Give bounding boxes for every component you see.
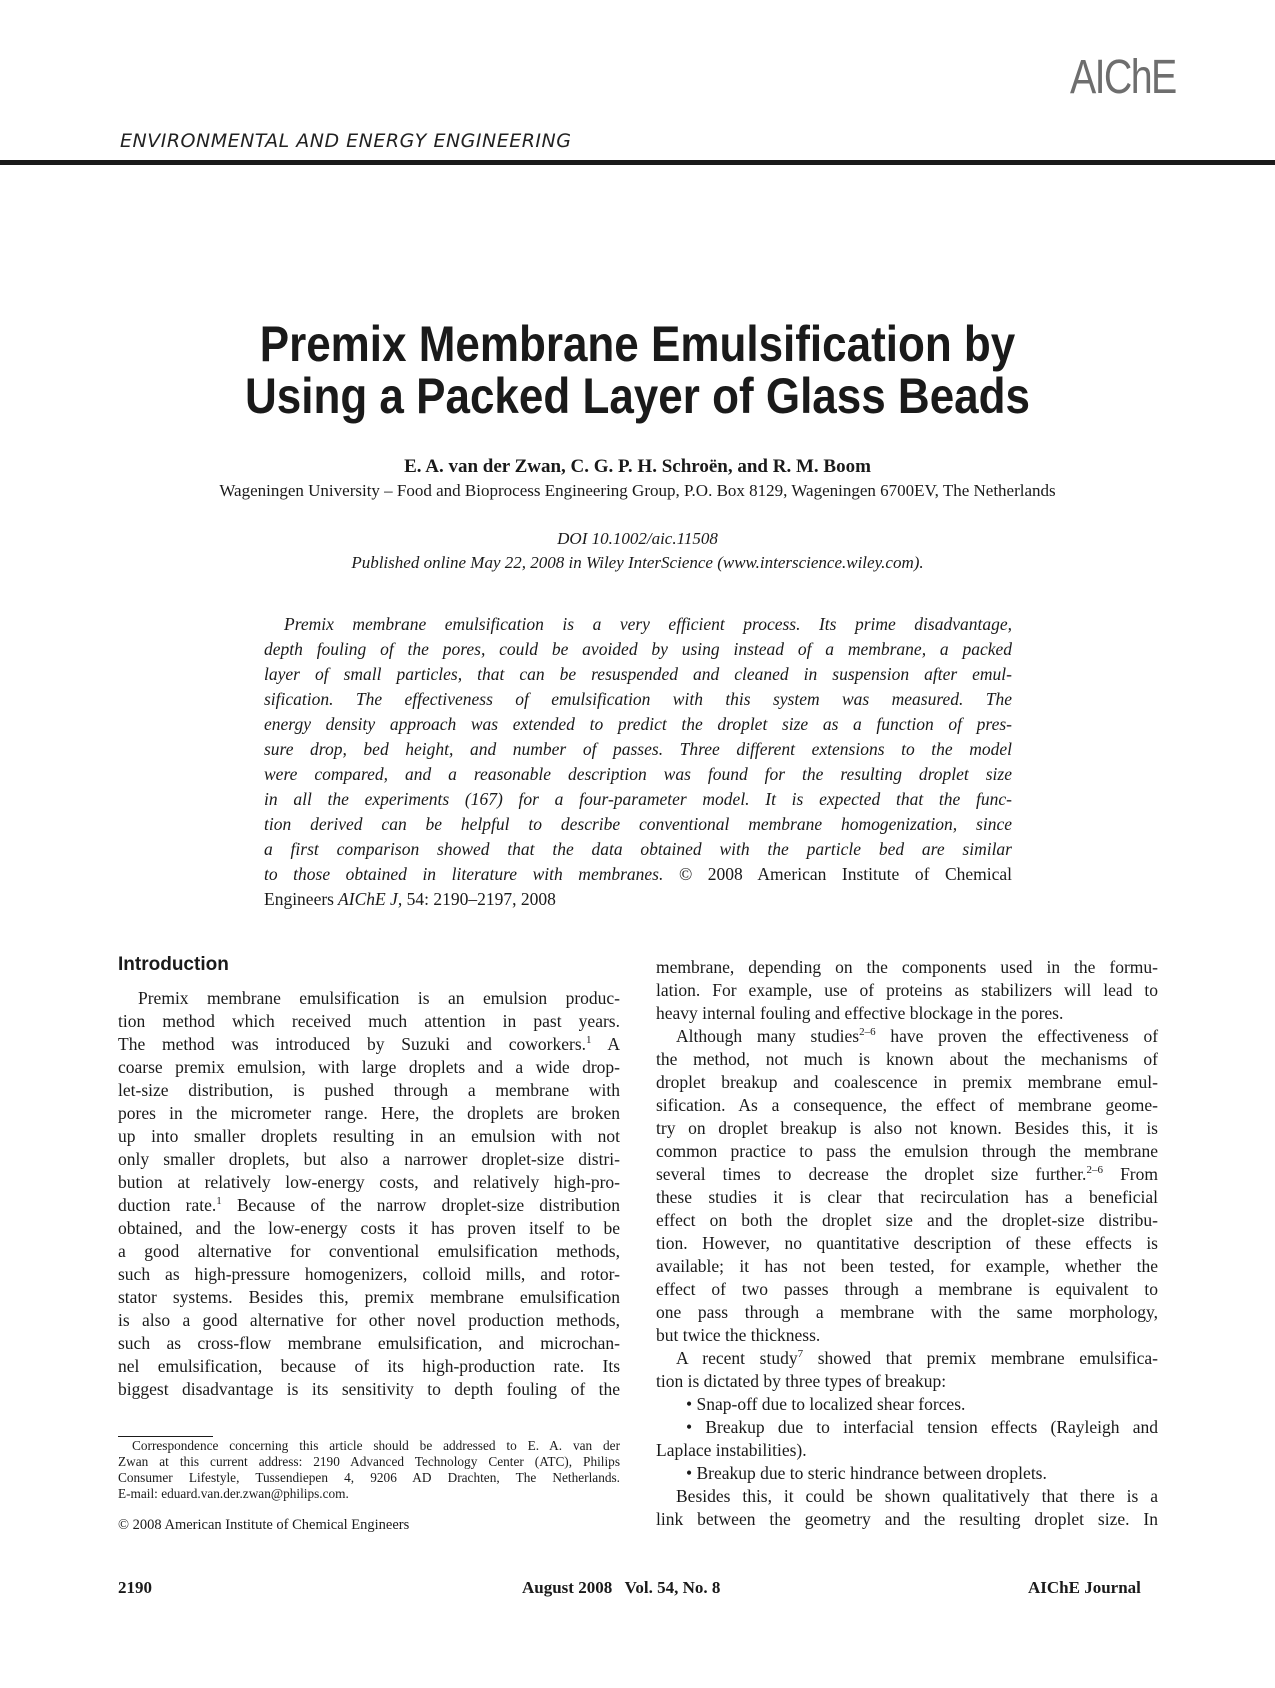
- body-line: link between the geometry and the resulting droplet size. In: [656, 1509, 1158, 1529]
- body-line: pores in the micrometer range. Here, the droplets are broken: [118, 1103, 620, 1123]
- abstract-line: layer of small particles, that can be resuspended and cleaned in suspension after emul-: [264, 664, 1012, 684]
- footnote-rule: [118, 1436, 213, 1437]
- abstract-line: [264, 864, 1012, 885]
- body-line: tion is dictated by three types of breakup:: [656, 1371, 947, 1391]
- aiche-logo: AIChE: [1070, 51, 1176, 104]
- abstract-text: to those obtained in literature with membranes.: [264, 864, 664, 884]
- footnote-line: Consumer Lifestyle, Tussendiepen 4, 9206 AD Drachten, The Netherlands.: [118, 1470, 620, 1485]
- body-line: stator systems. Besides this, premix membrane emulsification: [118, 1287, 620, 1307]
- body-line: biggest disadvantage is its sensitivity to depth fouling of the: [118, 1379, 620, 1399]
- body-line: is also a good alternative for other novel production methods,: [118, 1310, 620, 1330]
- abstract-line: tion derived can be helpful to describe conventional membrane homogenization, since: [264, 814, 1012, 834]
- abstract-line: sification. The effectiveness of emulsification with this system was measured. The: [264, 689, 1012, 709]
- body-line: Premix membrane emulsification is an emulsion produc-: [138, 988, 620, 1008]
- reference-1: 1: [586, 1034, 592, 1047]
- body-line: effect of two passes through a membrane is equivalent to: [656, 1279, 1158, 1299]
- body-line: such as high-pressure homogenizers, colloid mills, and rotor-: [118, 1264, 620, 1284]
- reference-7: 7: [797, 1348, 804, 1361]
- body-line: obtained, and the low-energy costs it has proven itself to be: [118, 1218, 620, 1238]
- reference-2-6: 2–6: [859, 1026, 876, 1039]
- footnote-line: Zwan at this current address: 2190 Advanced Technology Center (ATC), Philips: [118, 1454, 620, 1469]
- body-line: Laplace instabilities).: [656, 1440, 807, 1460]
- copyright-notice: © 2008 American Institute of Chemical Engineers: [118, 1517, 410, 1533]
- body-line: membrane, depending on the components used in the formu-: [656, 957, 1158, 977]
- abstract-line: energy density approach was extended to predict the droplet size as a function of pres-: [264, 714, 1012, 734]
- affiliation: Wageningen University – Food and Bioprocess Engineering Group, P.O. Box 8129, Wageningen 6700EV, The Netherlands: [219, 481, 1056, 500]
- body-line: effect on both the droplet size and the droplet-size distribu-: [656, 1210, 1158, 1230]
- body-line: such as cross-flow membrane emulsification, and microchan-: [118, 1333, 620, 1353]
- body-line: one pass through a membrane with the same morphology,: [656, 1302, 1158, 1322]
- abstract-line: depth fouling of the pores, could be avoided by using instead of a membrane, a packed: [264, 639, 1012, 659]
- body-line: [656, 1164, 1158, 1185]
- bullet-item: • Breakup due to interfacial tension effects (Rayleigh and: [686, 1417, 1158, 1437]
- abstract-line: in all the experiments (167) for a four-parameter model. It is expected that the func-: [264, 789, 1012, 809]
- body-text: From: [1120, 1164, 1159, 1184]
- body-text: have proven the effectiveness of: [890, 1026, 1159, 1046]
- body-line: only smaller droplets, but also a narrower droplet-size distri-: [118, 1149, 620, 1169]
- body-text: The method was introduced by Suzuki and coworkers.: [118, 1034, 586, 1054]
- body-line: Besides this, it could be shown qualitatively that there is a: [676, 1486, 1158, 1506]
- body-text: A: [607, 1034, 620, 1054]
- body-line: tion method which received much attention in past years.: [118, 1011, 620, 1031]
- body-text: Because of the narrow droplet-size distribution: [236, 1195, 621, 1215]
- body-line: [656, 1026, 1158, 1047]
- reference-1: 1: [216, 1195, 222, 1208]
- abstract-line: were compared, and a reasonable description was found for the resulting droplet size: [264, 764, 1012, 784]
- body-line: tion. However, no quantitative description of these effects is: [656, 1233, 1158, 1253]
- journal-name: AIChE Journal: [1028, 1578, 1141, 1597]
- body-line: droplet breakup and coalescence in premix membrane emul-: [656, 1072, 1158, 1092]
- body-line: heavy internal fouling and effective blockage in the pores.: [656, 1003, 1064, 1023]
- body-line: these studies it is clear that recirculation has a beneficial: [656, 1187, 1158, 1207]
- footnote-line: Correspondence concerning this article should be addressed to E. A. van der: [132, 1438, 620, 1453]
- abstract-line: sure drop, bed height, and number of passes. Three different extensions to the model: [264, 739, 1012, 759]
- body-text: A recent study: [676, 1348, 798, 1368]
- reference-2-6: 2–6: [1086, 1164, 1103, 1177]
- bullet-item: • Breakup due to steric hindrance between droplets.: [686, 1463, 1047, 1483]
- body-text: Although many studies: [676, 1026, 860, 1046]
- abstract-line: [264, 889, 1012, 910]
- authors: E. A. van der Zwan, C. G. P. H. Schroën, and R. M. Boom: [404, 456, 871, 477]
- body-line: coarse premix emulsion, with large droplets and a wide drop-: [118, 1057, 620, 1077]
- published-online: Published online May 22, 2008 in Wiley InterScience (www.interscience.wiley.com).: [351, 553, 924, 572]
- body-line: nel emulsification, because of its high-production rate. Its: [118, 1356, 620, 1376]
- body-line: up into smaller droplets resulting in an emulsion with not: [118, 1126, 620, 1146]
- abstract-citation: 54: 2190–2197, 2008: [406, 889, 556, 909]
- body-text: duction rate.: [118, 1195, 217, 1215]
- body-line: try on droplet breakup is also not known. Besides this, it is: [656, 1118, 1158, 1138]
- body-line: bution at relatively low-energy costs, and relatively high-pro-: [118, 1172, 620, 1192]
- page-number: 2190: [118, 1578, 152, 1597]
- body-line: lation. For example, use of proteins as stabilizers will lead to: [656, 980, 1158, 1000]
- body-line: [118, 1195, 620, 1216]
- introduction-heading: Introduction: [118, 954, 229, 975]
- abstract-engineers: Engineers: [264, 889, 334, 909]
- abstract-line: Premix membrane emulsification is a very efficient process. Its prime disadvantage,: [284, 614, 1012, 634]
- body-line: [118, 1034, 620, 1055]
- body-line: common practice to pass the emulsion through the membrane: [656, 1141, 1158, 1161]
- body-line: available; it has not been tested, for example, whether the: [656, 1256, 1158, 1276]
- issue-info: August 2008 Vol. 54, No. 8: [522, 1578, 721, 1597]
- body-line: the method, not much is known about the mechanisms of: [656, 1049, 1158, 1069]
- bullet-item: • Snap-off due to localized shear forces.: [686, 1394, 966, 1414]
- body-text: several times to decrease the droplet size further.: [656, 1164, 1087, 1184]
- title-line-1: Premix Membrane Emulsification by: [259, 316, 1016, 372]
- body-line: sification. As a consequence, the effect of membrane geome-: [656, 1095, 1158, 1115]
- body-text: showed that premix membrane emulsifica-: [817, 1348, 1159, 1368]
- abstract-journal: AIChE J,: [338, 889, 403, 909]
- body-line: [656, 1348, 1158, 1369]
- body-line: but twice the thickness.: [656, 1325, 821, 1345]
- body-line: let-size distribution, is pushed through a membrane with: [118, 1080, 620, 1100]
- footnote-line: E-mail: eduard.van.der.zwan@philips.com.: [118, 1486, 349, 1501]
- body-line: a good alternative for conventional emulsification methods,: [118, 1241, 620, 1261]
- title-line-2: Using a Packed Layer of Glass Beads: [244, 368, 1031, 424]
- section-label: ENVIRONMENTAL AND ENERGY ENGINEERING: [120, 130, 572, 152]
- doi: DOI 10.1002/aic.11508: [557, 529, 718, 548]
- abstract-line: a first comparison showed that the data obtained with the particle bed are similar: [264, 839, 1012, 859]
- header-rule: [0, 160, 1275, 165]
- abstract-copyright: © 2008 American Institute of Chemical: [678, 864, 1013, 884]
